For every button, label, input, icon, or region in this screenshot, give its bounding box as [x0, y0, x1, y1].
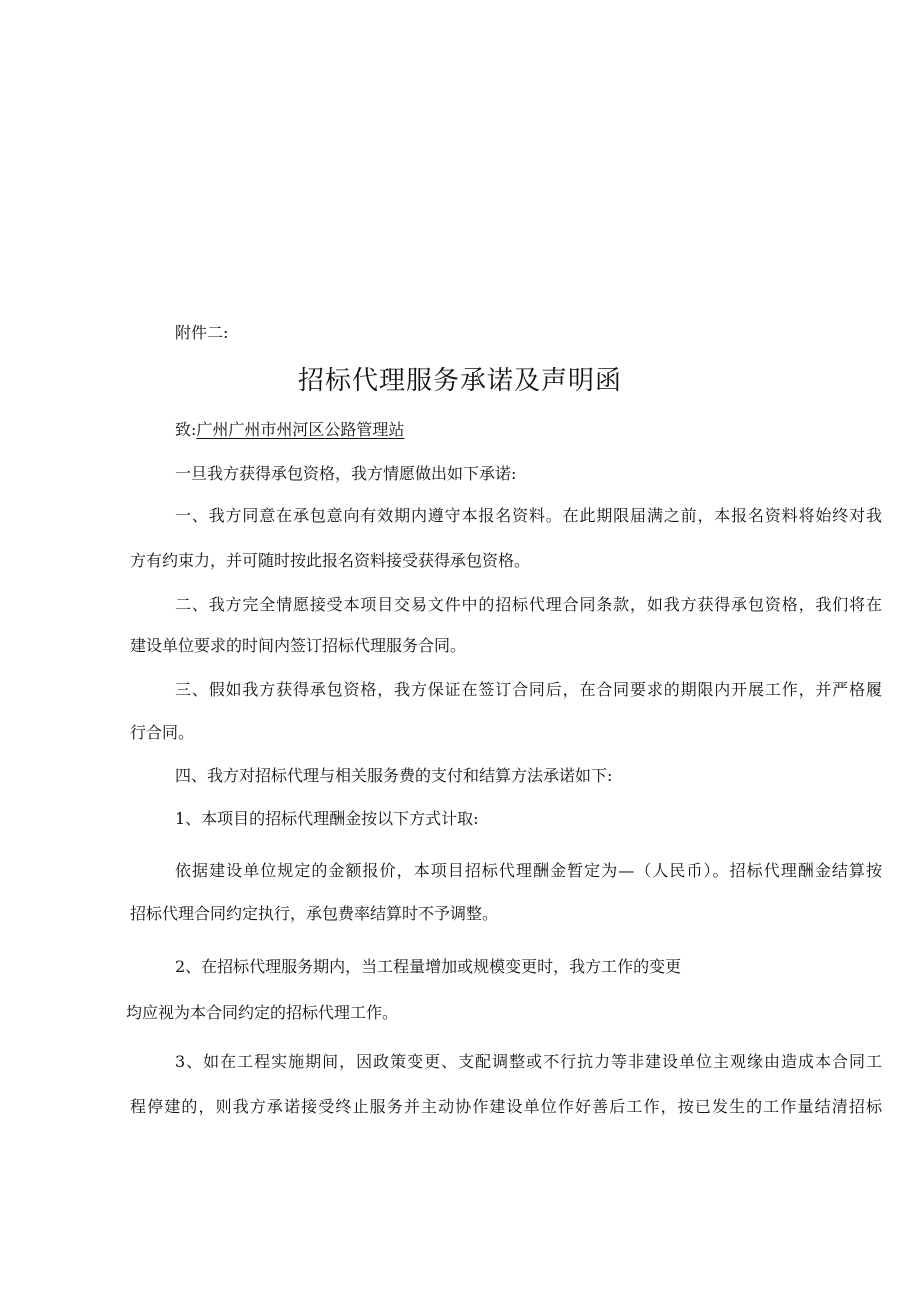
item-2-line-2: 均应视为本合同约定的招标代理工作。	[126, 1003, 399, 1022]
attachment-label: 附件二:	[175, 323, 229, 342]
clause-4: 四、我方对招标代理与相关服务费的支付和结算方法承诺如下:	[175, 766, 613, 785]
clause-2-line-1: 二、我方完全情愿接受本项目交易文件中的招标代理合同条款，如我方获得承包资格，我们将在	[175, 595, 882, 614]
item-1-detail-line-2: 招标代理合同约定执行，承包费率结算时不予调整。	[130, 904, 499, 923]
document-title: 招标代理服务承诺及声明函	[297, 366, 622, 396]
clause-1-line-1: 一、我方同意在承包意向有效期内遵守本报名资料。在此期限届满之前，本报名资料将始终对我	[175, 506, 882, 525]
recipient-prefix: 致:	[175, 420, 197, 439]
item-3-line-1: 3、如在工程实施期间，因政策变更、支配调整或不行抗力等非建设单位主观缘由造成本合同工	[175, 1052, 882, 1071]
item-2-line-1: 2、在招标代理服务期内，当工程量增加或规模变更时，我方工作的变更	[175, 957, 682, 976]
item-3-line-2: 程停建的，则我方承诺接受终止服务并主动协作建设单位作好善后工作，按已发生的工作量结清招标	[130, 1097, 882, 1116]
item-1: 1、本项目的招标代理酬金按以下方式计取:	[175, 809, 479, 828]
recipient-name: 广州广州市州河区公路管理站	[196, 420, 405, 439]
recipient-line	[175, 418, 882, 442]
clause-3-line-2: 行合同。	[130, 723, 195, 742]
item-1-detail-line-1: 依据建设单位规定的金额报价，本项目招标代理酬金暂定为—（人民币）。招标代理酬金结算按	[175, 861, 882, 880]
clause-1-line-2: 方有约束力，并可随时按此报名资料接受获得承包资格。	[130, 551, 531, 570]
clause-2-line-2: 建设单位要求的时间内签订招标代理服务合同。	[130, 636, 467, 655]
clause-3-line-1: 三、假如我方获得承包资格，我方保证在签订合同后，在合同要求的期限内开展工作，并严格履	[175, 680, 882, 699]
intro-paragraph: 一旦我方获得承包资格，我方情愿做出如下承诺:	[175, 464, 517, 483]
